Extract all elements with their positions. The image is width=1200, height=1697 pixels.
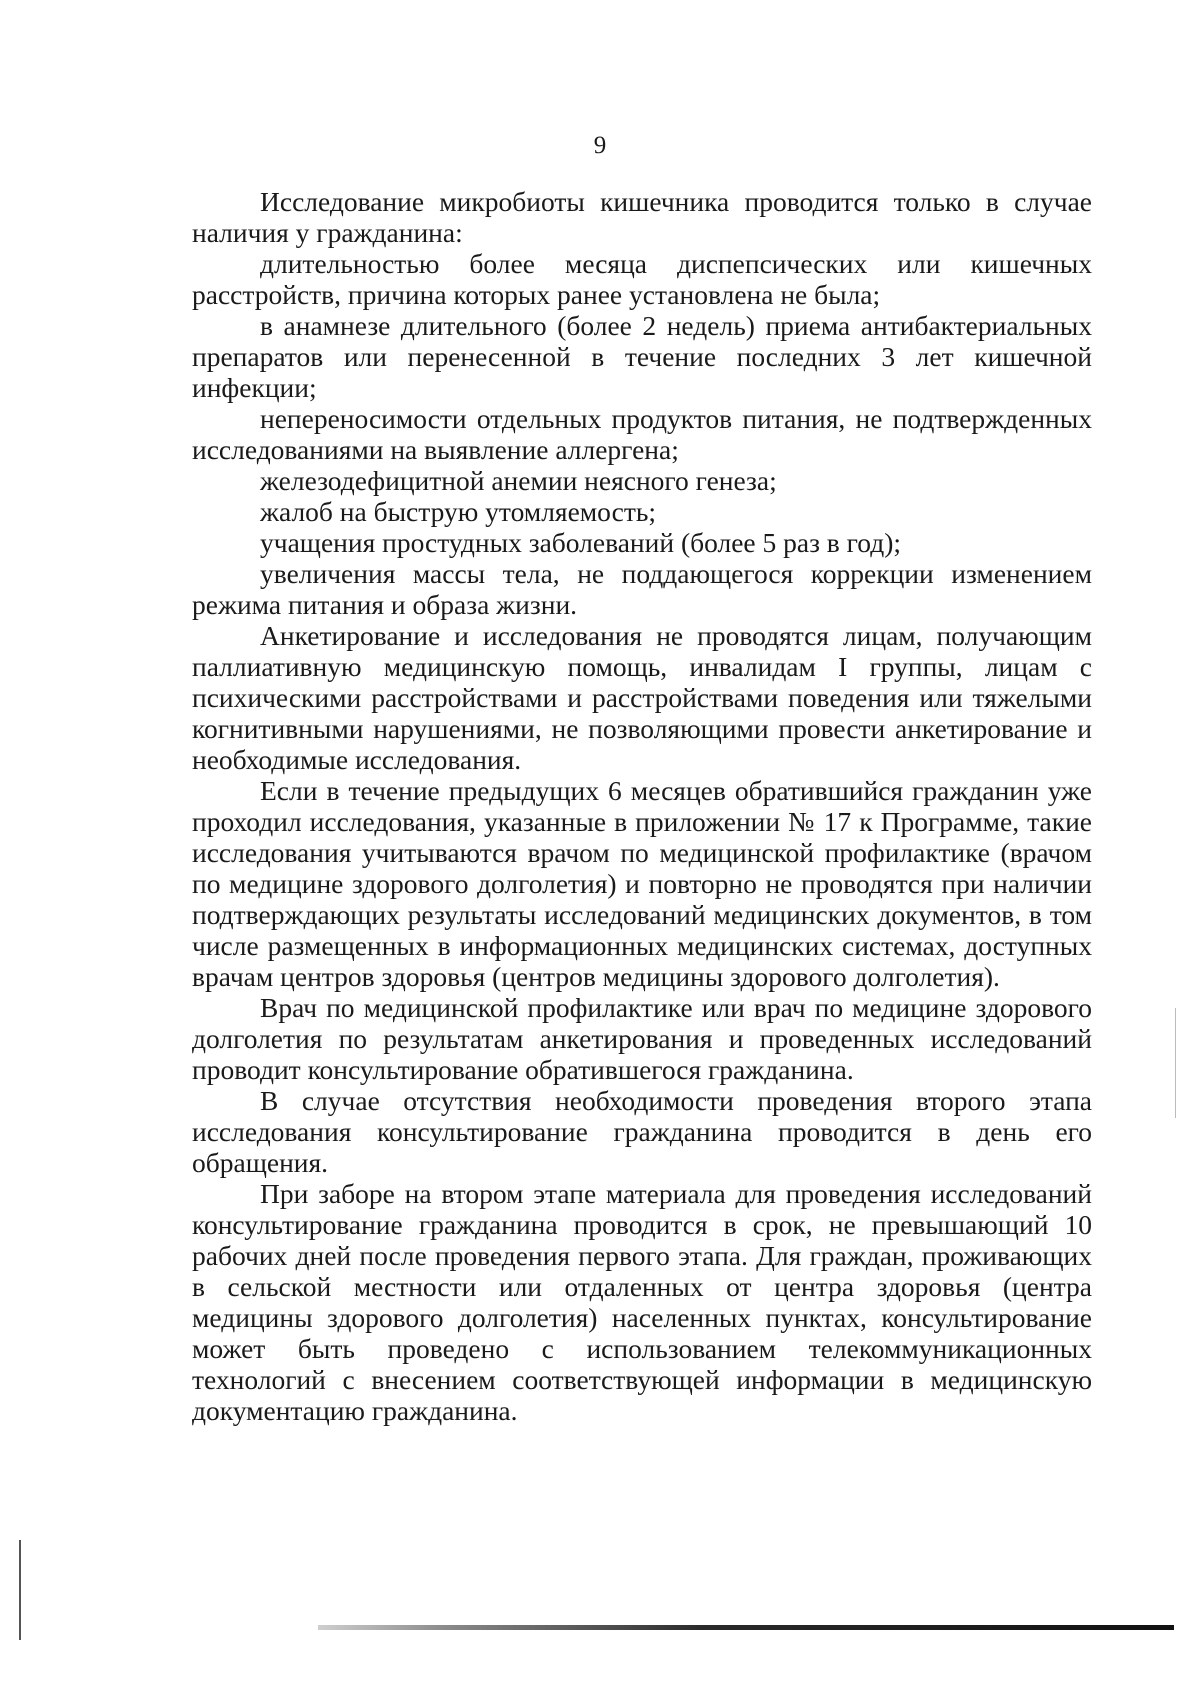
paragraph-consultation: Врач по медицинской профилактике или врач по медицине здорового долголетия по результатам анкетирования и проведенных исследований проводит консультирование обратившегося гражданина. — [192, 992, 1092, 1085]
paragraph-exclusions: Анкетирование и исследования не проводятся лицам, получающим паллиативную медицинскую помощь, инвалидам I группы, лицам с психическими расстройствами и расстройствами поведения или тяжелыми когнитивными нарушениями, не позволяющими провести анкетирование и необходимые исследования. — [192, 620, 1092, 775]
list-item-weight-gain: увеличения массы тела, не поддающегося коррекции изменением режима питания и образа жизни. — [192, 558, 1092, 620]
list-item-antibiotics: в анамнезе длительного (более 2 недель) приема антибактериальных препаратов или перенесенной в течение последних 3 лет кишечной инфекции; — [192, 310, 1092, 403]
page-number: 9 — [593, 132, 607, 159]
list-item-colds: учащения простудных заболеваний (более 5 раз в год); — [260, 527, 902, 558]
scan-bottom-line — [318, 1625, 1174, 1630]
list-item-fatigue: жалоб на быструю утомляемость; — [260, 496, 657, 527]
paragraph-microbiota-intro: Исследование микробиоты кишечника проводится только в случае наличия у гражданина: — [192, 186, 1092, 248]
list-item-dyspepsia: длительностью более месяца диспепсических или кишечных расстройств, причина которых ранее установлена не была; — [192, 248, 1092, 310]
paragraph-second-stage: При заборе на втором этапе материала для проведения исследований консультирование гражданина проводится в срок, не превышающий 10 рабочих дней после проведения первого этапа. Для граждан, проживающих в сельской местности или отдаленных от центра здоровья (центра медицины здорового долголетия) населенных пунктах, консультирование может быть проведено с использованием телекоммуникационных технологий с внесением соответствующей информации в медицинскую документацию гражданина. — [192, 1178, 1092, 1426]
scan-edge-right — [1175, 1008, 1176, 1118]
document-body — [192, 186, 1092, 1426]
scan-edge-left — [19, 1540, 21, 1640]
list-item-anemia: железодефицитной анемии неясного генеза; — [260, 465, 777, 496]
paragraph-previous-tests: Если в течение предыдущих 6 месяцев обратившийся гражданин уже проходил исследования, указанные в приложении № 17 к Программе, такие исследования учитываются врачом по медицинской профилактике (врачом по медицине здорового долголетия) и повторно не проводятся при наличии подтверждающих результаты исследований медицинских документов, в том числе размещенных в информационных медицинских системах, доступных врачам центров здоровья (центров медицины здорового долголетия). — [192, 775, 1092, 992]
paragraph-same-day: В случае отсутствия необходимости проведения второго этапа исследования консультирование гражданина проводится в день его обращения. — [192, 1085, 1092, 1178]
list-item-food-intolerance: непереносимости отдельных продуктов питания, не подтвержденных исследованиями на выявление аллергена; — [192, 403, 1092, 465]
